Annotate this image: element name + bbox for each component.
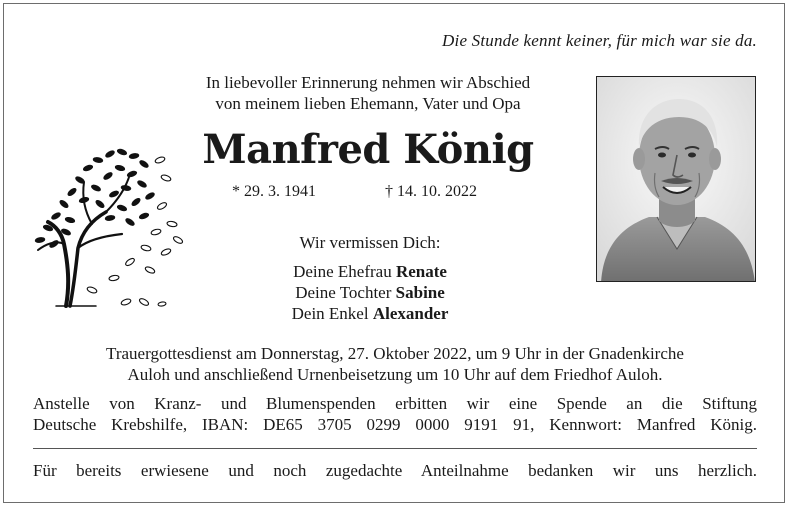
- mourner-relation: Dein Enkel: [291, 304, 369, 323]
- mourner-name: Alexander: [372, 304, 449, 323]
- intro-line-1: In liebevoller Erinnerung nehmen wir Abschied: [205, 73, 531, 92]
- portrait-image: [597, 77, 756, 282]
- mourner-line: [260, 282, 480, 303]
- portrait-photo: [596, 76, 756, 282]
- mourner-line: [260, 303, 480, 324]
- service-info: [33, 343, 757, 385]
- birth-date: * 29. 3. 1941: [232, 183, 316, 200]
- mourners-heading: Wir vermissen Dich:: [299, 233, 441, 252]
- mourner-relation: Deine Tochter: [295, 283, 392, 302]
- donation-line-1: Anstelle von Kranz- und Blumenspenden erbitten wir eine Spende an die Stiftung: [33, 394, 757, 413]
- mourners-list: [260, 232, 480, 324]
- tree-illustration: [26, 144, 196, 312]
- donation-line-2: Deutsche Krebshilfe, IBAN: DE65 3705 0299 0000 9191 91, Kennwort: Manfred König.: [33, 415, 757, 434]
- intro-line-2: von meinem lieben Ehemann, Vater und Opa: [215, 94, 521, 113]
- intro-text: [158, 72, 578, 114]
- death-date: † 14. 10. 2022: [385, 183, 477, 200]
- mourner-relation: Deine Ehefrau: [293, 262, 392, 281]
- service-line-2: Auloh und anschließend Urnenbeisetzung um 10 Uhr auf dem Friedhof Auloh.: [127, 365, 663, 384]
- mourner-line: [260, 261, 480, 282]
- mourner-name: Sabine: [395, 283, 445, 302]
- service-line-1: Trauergottesdienst am Donnerstag, 27. Oktober 2022, um 9 Uhr in der Gnadenkirche: [106, 344, 684, 363]
- donation-info: [33, 393, 757, 435]
- thanks-text: Für bereits erwiesene und noch zugedachte Anteilnahme bedanken wir uns herzlich.: [33, 461, 757, 480]
- divider: [33, 448, 757, 449]
- motto-quote: Die Stunde kennt keiner, für mich war sie da.: [442, 31, 757, 50]
- deceased-name: Manfred König: [202, 126, 534, 173]
- mourner-name: Renate: [395, 262, 447, 281]
